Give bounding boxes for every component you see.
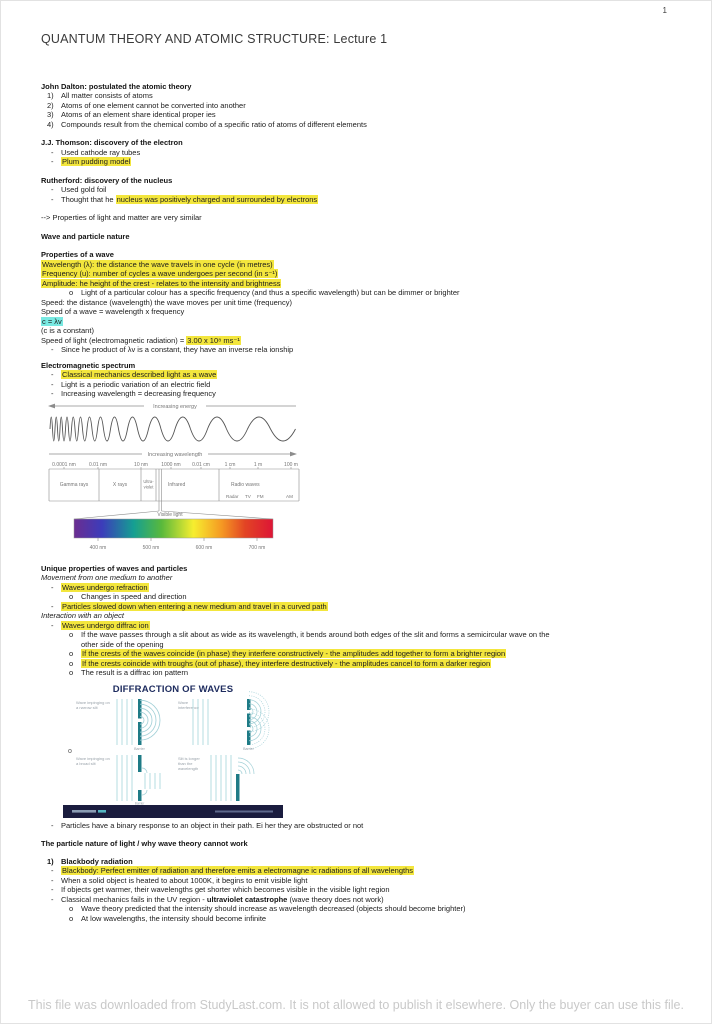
radio-sub-tv: TV xyxy=(245,493,251,499)
list-text xyxy=(61,583,149,593)
radio-sub-fm: FM xyxy=(257,493,264,499)
list-item xyxy=(41,157,641,167)
list-item xyxy=(41,885,641,895)
highlighted-text: Classical mechanics described light as a wave xyxy=(62,370,217,379)
list-item xyxy=(41,110,641,120)
list-text: Blackbody radiation xyxy=(61,856,133,866)
list-marker: - xyxy=(51,601,54,611)
scale-tick-label: 1000 nm xyxy=(161,461,181,468)
list-item xyxy=(41,668,641,678)
watermark-footer: This file was downloaded from StudyLast.com. It is not allowed to publish it elsewhere. Only the buyer can use this file. xyxy=(28,998,684,1012)
barrier-upper xyxy=(138,755,142,772)
list-marker: - xyxy=(51,820,54,830)
list-marker: - xyxy=(51,389,54,398)
section-wave-properties xyxy=(41,250,641,355)
barrier-label: Barrier xyxy=(134,746,145,751)
list-marker: o xyxy=(69,630,74,639)
list-text: Compounds result from the chemical combo of a specific ratio of atoms of different elements xyxy=(61,119,367,129)
list-marker: o xyxy=(69,904,74,913)
highlighted-text: Blackbody: Perfect emitter of radiation and therefore emits a electromagne ic radiations of all wavelengths xyxy=(62,866,414,875)
wave-nature-heading: Wave and particle nature xyxy=(41,231,130,241)
italic-subheading: Interaction with an object xyxy=(41,611,124,620)
panel-label: Wave impinging on xyxy=(76,755,110,761)
wave-props-heading: Properties of a wave xyxy=(41,250,114,259)
list-text xyxy=(61,895,384,905)
plain-text: Speed of light (electromagnetic radiation) = xyxy=(41,335,187,345)
band-uv-line2: violet xyxy=(143,484,154,489)
definition-line: Speed: the distance (wavelength) the wave moves per unit time (frequency) xyxy=(41,297,292,307)
list-item xyxy=(41,857,641,867)
plain-text: (wave theory does not work) xyxy=(287,894,384,904)
list-text xyxy=(61,621,150,631)
list-text: If objects get warmer, their wavelengths get shorter which becomes visible in the visible light region xyxy=(61,885,390,894)
list-marker: 2) xyxy=(47,100,54,110)
list-marker: - xyxy=(51,370,54,379)
document-body xyxy=(1,1,711,923)
credit-text-left-illegible xyxy=(72,810,96,813)
list-text: Changes in speed and direction xyxy=(81,592,187,601)
list-marker: 3) xyxy=(47,110,54,119)
list-item xyxy=(41,914,641,924)
definition-line xyxy=(41,336,641,346)
list-item xyxy=(41,659,641,669)
page-number: 1 xyxy=(662,6,667,15)
list-marker: 1) xyxy=(47,91,54,100)
highlighted-text: Frequency (u): number of cycles a wave undergoes per second (in s⁻¹) xyxy=(42,269,278,278)
unique-heading: Unique properties of waves and particles xyxy=(41,563,188,573)
list-text xyxy=(61,602,328,612)
list-marker: o xyxy=(69,913,74,923)
list-item xyxy=(41,345,641,355)
list-text xyxy=(81,649,506,659)
scale-tick-label: 0.01 cm xyxy=(192,461,210,468)
list-item xyxy=(41,148,641,158)
list-item xyxy=(41,389,641,399)
bold-term: ultraviolet catastrophe xyxy=(206,894,288,904)
panel-label: Wave xyxy=(178,699,189,705)
list-text: Used gold foil xyxy=(61,185,107,194)
scale-labels xyxy=(52,462,298,468)
radio-sub-radar: Radar xyxy=(226,493,239,499)
plain-text: Thought that he xyxy=(61,194,116,204)
barrier-label: Barrier xyxy=(134,801,145,805)
barrier-lower xyxy=(138,722,142,745)
definition-line xyxy=(41,269,641,279)
list-marker: 4) xyxy=(47,119,54,129)
nm-label-600: 600 nm xyxy=(195,544,213,551)
dalton-heading: John Dalton: postulated the atomic theory xyxy=(41,81,192,91)
visible-spectrum-bar xyxy=(74,519,273,538)
section-unique-properties xyxy=(41,564,641,818)
highlighted-text: Waves undergo diffrac ion xyxy=(62,620,149,630)
visible-light-label: Visible light xyxy=(157,511,183,518)
list-marker: - xyxy=(51,885,54,894)
section-particle-nature xyxy=(41,839,641,923)
section-dalton xyxy=(41,82,641,130)
list-marker: o xyxy=(69,668,74,677)
italic-subheading: Movement from one medium to another xyxy=(41,573,173,582)
list-marker: - xyxy=(51,894,54,904)
highlighted-text: Wavelength (λ): the distance the wave travels in one cycle (in metres) xyxy=(42,259,273,269)
list-marker: - xyxy=(51,582,54,592)
panel-label: than the xyxy=(178,760,193,766)
list-text: Used cathode ray tubes xyxy=(61,147,141,157)
list-item xyxy=(41,101,641,111)
section-rutherford xyxy=(41,176,641,205)
list-item xyxy=(41,904,641,914)
scale-tick-label: 100 m xyxy=(284,461,298,468)
nm-label-400: 400 nm xyxy=(89,544,107,551)
list-item xyxy=(41,876,641,886)
list-text: Atoms of one element cannot be converted into another xyxy=(61,100,246,110)
list-item xyxy=(41,370,641,380)
band-labels xyxy=(60,479,293,499)
em-heading: Electromagnetic spectrum xyxy=(41,360,136,370)
list-item xyxy=(41,895,641,905)
highlighted-text: 3.00 x 10⁸ ms⁻¹ xyxy=(187,335,240,345)
list-text: Light of a particular colour has a specific frequency (and thus a specific wavelength) but can be dimmer or brighter xyxy=(81,288,460,297)
scale-tick-label: 1 cm xyxy=(224,461,236,468)
list-text: Atoms of an element share identical proper ies xyxy=(61,110,216,119)
cyan-highlighted-formula: c = λv xyxy=(42,316,62,326)
thomson-heading: J.J. Thomson: discovery of the electron xyxy=(41,138,183,147)
list-text xyxy=(81,659,491,669)
list-text: If the wave passes through a slit about as wide as its wavelength, it bends around both edges of the slit and forms a semicircular wave on the other side of the opening xyxy=(81,630,550,649)
nm-label-700: 700 nm xyxy=(248,544,266,551)
energy-label: Increasing energy xyxy=(153,403,197,410)
barrier-lower xyxy=(138,790,142,801)
scale-tick-label: 0.0001 nm xyxy=(52,461,76,468)
section-thomson xyxy=(41,138,641,167)
definition-line: Speed of a wave = wavelength x frequency xyxy=(41,307,185,316)
arrow-head-left xyxy=(48,403,55,408)
panel-label: a broad slit xyxy=(76,760,96,766)
rutherford-heading: Rutherford: discovery of the nucleus xyxy=(41,175,173,185)
list-text xyxy=(61,866,414,876)
barrier-upper xyxy=(138,699,142,719)
list-marker: - xyxy=(51,194,54,204)
figure-credit-bar xyxy=(63,805,283,818)
list-text: Particles have a binary response to an object in their path. Ei her they are obstructed or not xyxy=(61,820,364,830)
list-item xyxy=(41,649,641,659)
band-uv-line1: Ultra- xyxy=(143,478,154,484)
definition-line xyxy=(41,279,641,289)
nm-ticks xyxy=(98,538,257,541)
panel-label: interference xyxy=(178,704,200,710)
list-item xyxy=(41,583,641,593)
list-marker: o xyxy=(69,649,74,658)
page-title: QUANTUM THEORY AND ATOMIC STRUCTURE: Lecture 1 xyxy=(41,32,388,46)
list-text: Since he product of λv is a constant, they have an inverse rela ionship xyxy=(61,345,294,354)
highlighted-text: If the crests coincide with troughs (out of phase), they interfere destructively - the amplitudes cancel to form a darker region xyxy=(82,658,491,668)
note-arrow: --> Properties of light and matter are very similar xyxy=(41,213,202,222)
highlighted-text: Particles slowed down when entering a new medium and travel in a curved path xyxy=(62,601,327,611)
list-marker: - xyxy=(51,866,54,875)
list-marker: - xyxy=(51,379,54,389)
list-item xyxy=(41,602,641,612)
list-marker: - xyxy=(51,157,54,166)
nm-labels xyxy=(90,545,266,551)
highlighted-text: Amplitude: he height of the crest - relates to the intensity and brightness xyxy=(42,278,281,288)
section-em-spectrum xyxy=(41,361,641,553)
panel-label: wavelength xyxy=(178,765,199,771)
list-marker: o xyxy=(69,288,74,297)
list-marker: - xyxy=(51,875,54,885)
formula-line xyxy=(41,317,641,327)
list-item xyxy=(41,120,641,130)
stray-list-marker: o xyxy=(68,747,72,755)
radio-sub-am: AM xyxy=(286,493,293,499)
highlighted-text: Waves undergo refraction xyxy=(62,582,148,592)
scale-tick-label: 1 m xyxy=(253,461,263,468)
list-text: Wave theory predicted that the intensity should increase as wavelength decreased (objects should become brighter) xyxy=(81,904,466,913)
list-item xyxy=(41,380,641,390)
diffraction-figure xyxy=(63,679,283,818)
list-marker: o xyxy=(69,592,74,601)
list-item xyxy=(41,195,641,205)
band-infrared: Infrared xyxy=(168,481,186,488)
scale-tick-label: 0.01 nm xyxy=(88,461,108,468)
list-text xyxy=(61,157,131,167)
panel-label: a narrow slit xyxy=(76,704,98,710)
nm-label-500: 500 nm xyxy=(142,544,160,551)
list-item xyxy=(41,592,641,602)
highlighted-text: If the crests of the waves coincide (in phase) they interfere constructively - the amplitudes add together to form a brighter region xyxy=(82,649,506,658)
list-marker: - xyxy=(51,147,54,157)
list-item xyxy=(41,288,641,298)
arrow-head-right xyxy=(290,451,297,456)
list-item xyxy=(41,866,641,876)
binary-note-item xyxy=(41,821,641,831)
scale-tick-label: 10 nm xyxy=(134,461,148,468)
panel-label: Slit is longer xyxy=(178,755,200,761)
list-marker: - xyxy=(51,620,54,630)
list-text: At low wavelengths, the intensity should become infinite xyxy=(81,913,267,923)
highlighted-text: nucleus was positively charged and surrounded by electrons xyxy=(116,194,318,204)
plain-text: Classical mechanics fails in the UV region - xyxy=(61,894,207,904)
em-spectrum-figure xyxy=(46,401,304,553)
panel-label: Wave impinging on xyxy=(76,699,110,705)
list-text: When a solid object is heated to about 1000K, it begins to emit visible light xyxy=(61,875,308,885)
list-marker: o xyxy=(69,658,74,668)
list-text: Increasing wavelength = decreasing frequency xyxy=(61,389,216,398)
barrier-upper xyxy=(247,699,251,710)
particle-heading: The particle nature of light / why wave theory cannot work xyxy=(41,839,248,848)
definition-line: (c is a constant) xyxy=(41,326,94,335)
list-item xyxy=(41,91,641,101)
wavelength-label: Increasing wavelength xyxy=(147,451,203,458)
figure-title: DIFFRACTION OF WAVES xyxy=(112,683,234,695)
list-marker: 1) xyxy=(47,856,54,866)
list-marker: - xyxy=(51,185,54,194)
wave-curve xyxy=(50,417,296,441)
list-item xyxy=(41,621,641,631)
band-radio: Radio waves xyxy=(231,481,260,488)
list-item xyxy=(41,185,641,195)
barrier-label: Barrier xyxy=(243,746,254,751)
list-text xyxy=(61,370,217,380)
definition-line xyxy=(41,260,641,270)
credit-logo-mark xyxy=(98,810,106,813)
band-xray: X rays xyxy=(112,481,128,488)
list-text: Light is a periodic variation of an electric field xyxy=(61,379,211,389)
band-gamma: Gamma rays xyxy=(59,481,89,488)
barrier-partial xyxy=(236,774,240,801)
spectrum-band-grid xyxy=(49,467,299,511)
credit-text-right-illegible xyxy=(215,810,273,812)
list-text: The result is a diffrac ion pattern xyxy=(81,668,188,677)
list-text: All matter consists of atoms xyxy=(61,91,153,100)
highlighted-text: Plum pudding model xyxy=(62,157,131,166)
list-marker: - xyxy=(51,345,54,354)
list-text xyxy=(61,195,318,205)
list-item xyxy=(41,630,641,649)
